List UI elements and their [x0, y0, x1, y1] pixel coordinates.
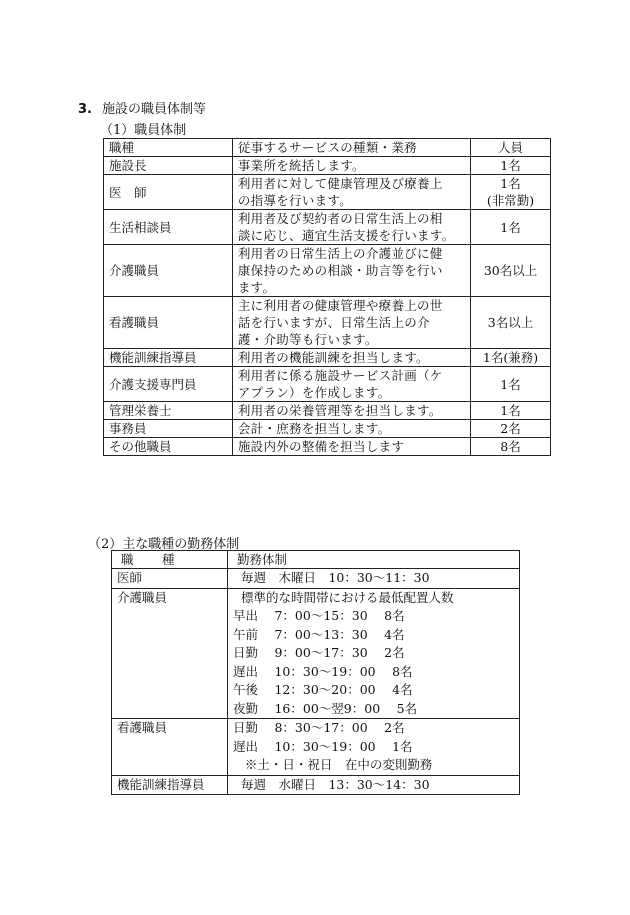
staff-duties-line: 康保持のための相談・助言等を行い: [237, 263, 443, 278]
staffing-row: [104, 349, 551, 367]
staff-count-line: 1名: [500, 158, 521, 173]
staff-role: 施設長: [104, 157, 233, 175]
staff-role: 医 師: [104, 175, 233, 210]
staff-duties-line: 事業所を統括します。: [237, 158, 365, 173]
header-schedule-label: 勤務体制: [237, 552, 288, 567]
staff-role: 機能訓練指導員: [104, 349, 233, 367]
staff-duties: [232, 349, 470, 367]
staffing-row: [104, 367, 551, 402]
shift-schedule-line: 夜勤 16：00〜翌9：00 5名: [233, 700, 418, 716]
staffing-table: [103, 138, 551, 456]
shift-schedule-line: 遅出 10：30〜19：00 8名: [233, 663, 413, 679]
staff-count-line: 3名以上: [487, 315, 534, 330]
shift-role-label: 介護職員: [117, 589, 168, 605]
section-heading: [78, 98, 206, 117]
staff-duties-line: 護・介助等も行います。: [237, 332, 378, 347]
shift-table: [111, 550, 520, 795]
shift-role-label: 機能訓練指導員: [117, 776, 205, 792]
staffing-row: [104, 175, 551, 210]
staff-count-line: 1名(兼務): [482, 350, 539, 365]
shift-schedule-line: 午後 12：30〜20：00 4名: [233, 682, 413, 697]
staff-count-line: 1名: [500, 219, 521, 235]
staff-duties: [232, 175, 470, 210]
header-count: 人員: [471, 139, 551, 157]
staff-role: 管理栄養士: [104, 402, 233, 420]
shift-row: [112, 719, 520, 776]
staffing-subtitle: （1）職員体制: [100, 123, 187, 138]
shift-role-label: 看護職員: [117, 720, 168, 735]
staff-duties-line: 利用者の栄養管理等を担当します。: [237, 403, 442, 418]
staff-role: 介護職員: [104, 245, 233, 297]
staff-count-line: (非常勤): [486, 193, 535, 208]
staff-role: 生活相談員: [104, 210, 233, 245]
staff-count-line: 1名: [500, 176, 521, 191]
staff-count: [471, 175, 551, 210]
staff-duties-line: 利用者の日常生活上の介護並びに健: [237, 246, 443, 261]
shift-role: [112, 569, 228, 589]
header-duties: 従事するサービスの種類・業務: [232, 139, 470, 157]
staff-duties: [232, 245, 470, 297]
staffing-row: [104, 420, 551, 438]
staffing-row: [104, 210, 551, 245]
shift-role: [112, 719, 228, 776]
staff-duties-line: 利用者の機能訓練を担当します。: [237, 350, 429, 365]
shift-schedule: [228, 569, 520, 589]
header-shift-role-label: 職 種: [121, 552, 183, 567]
staffing-row: [104, 297, 551, 349]
staff-count: [471, 402, 551, 420]
staffing-row: [104, 245, 551, 297]
staff-duties-line: 主に利用者の健康管理や療養上の世: [237, 298, 443, 313]
shift-role-label: 医師: [117, 570, 143, 585]
staff-count-line: 8名: [500, 439, 521, 454]
staff-count: [471, 157, 551, 175]
staff-duties: [232, 157, 470, 175]
shift-schedule: [228, 775, 520, 795]
section-number: 3.: [78, 102, 92, 117]
shift-row: [112, 569, 520, 589]
shift-schedule-line: 日勤 8：30〜17：00 2名: [233, 720, 405, 735]
staffing-header-row: [104, 139, 551, 157]
shift-schedule-line: ※土・日・祝日 在中の変則勤務: [233, 757, 433, 772]
shift-schedule: [228, 588, 520, 719]
shift-schedule-line: 日勤 9：00〜17：30 2名: [233, 645, 405, 660]
staff-role: 看護職員: [104, 297, 233, 349]
staff-duties-line: 話を行いますが、日常生活上の介: [237, 315, 430, 330]
shift-role: [112, 775, 228, 795]
staff-duties-line: 利用者に係る施設サービス計画（ケ: [237, 368, 443, 383]
shift-header-row: [112, 551, 520, 569]
staff-count: [471, 349, 551, 367]
staff-duties-line: 会計・庶務を担当します。: [237, 421, 391, 436]
shift-role: [112, 588, 228, 719]
staff-count: [471, 420, 551, 438]
staff-duties-line: 利用者及び契約者の日常生活上の相: [237, 211, 443, 226]
shift-schedule-line: 早出 7：00〜15：30 8名: [233, 608, 405, 623]
staff-role: 介護支援専門員: [104, 367, 233, 402]
staff-duties: [232, 367, 470, 402]
header-role: 職種: [104, 139, 233, 157]
staff-count-line: 1名: [500, 403, 521, 418]
staff-duties-line: アプラン）を作成します。: [237, 385, 391, 400]
staff-count: [471, 297, 551, 349]
shift-row: [112, 588, 520, 719]
shift-schedule-line: 遅出 10：30〜19：00 1名: [233, 738, 413, 754]
staff-count-line: 1名: [500, 376, 521, 392]
shift-schedule-line: 毎週 水曜日 13：30〜14：30: [233, 776, 430, 792]
staff-count: [471, 438, 551, 456]
staff-duties-line: 利用者に対して健康管理及び療養上: [237, 176, 443, 191]
shift-schedule-line: 午前 7：00〜13：30 4名: [233, 626, 405, 642]
staff-duties-line: 談に応じ、適宜生活支援を行います。: [237, 228, 455, 243]
staff-duties: [232, 210, 470, 245]
shift-row: [112, 775, 520, 795]
staff-duties-line: 施設内外の整備を担当します: [237, 439, 405, 454]
section-title: 施設の職員体制等: [101, 102, 206, 117]
staff-role: 事務員: [104, 420, 233, 438]
staff-duties: [232, 438, 470, 456]
staffing-row: [104, 157, 551, 175]
staff-duties-line: ます。: [237, 280, 276, 295]
header-schedule: [228, 551, 520, 569]
staff-count: [471, 210, 551, 245]
shift-schedule-line: 毎週 木曜日 10：30〜11：30: [233, 570, 430, 585]
staff-duties: [232, 297, 470, 349]
staff-count: [471, 367, 551, 402]
staff-count-line: 30名以上: [483, 263, 538, 278]
header-shift-role: [112, 551, 228, 569]
staff-count: [471, 245, 551, 297]
staffing-row: [104, 402, 551, 420]
staff-duties: [232, 402, 470, 420]
staff-duties-line: の指導を行います。: [237, 193, 353, 208]
shift-schedule-line: 標準的な時間帯における最低配置人数: [233, 589, 454, 605]
staffing-row: [104, 438, 551, 456]
shifts-subtitle: （2）主な職種の勤務体制: [88, 537, 240, 552]
staff-role: その他職員: [104, 438, 233, 456]
shift-schedule: [228, 719, 520, 776]
staff-duties: [232, 420, 470, 438]
staff-count-line: 2名: [500, 421, 521, 436]
